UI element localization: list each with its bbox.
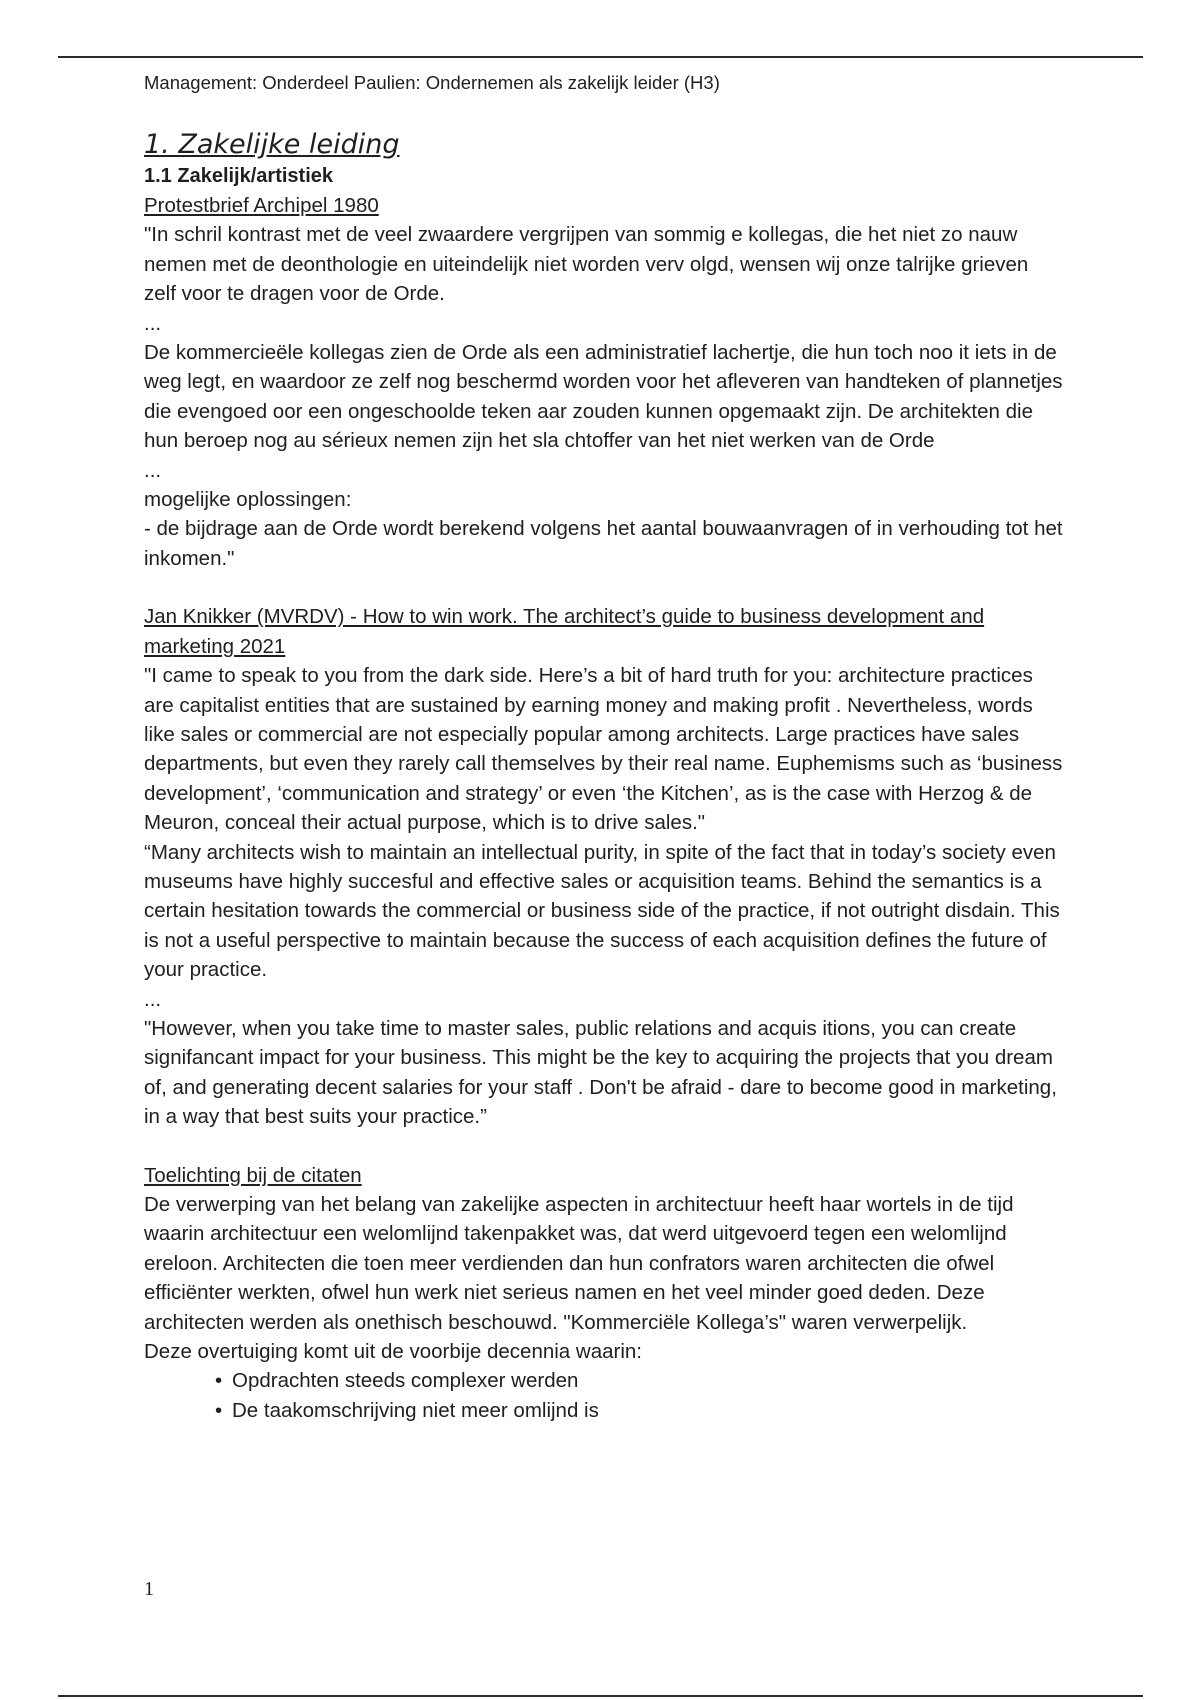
top-rule [58, 56, 1143, 58]
explanation-heading: Toelichting bij de citaten [144, 1163, 362, 1187]
explanation-paragraph-2: Deze overtuiging komt uit de voorbije decennia waarin: [144, 1340, 642, 1364]
quote1-paragraph-2: De kommercieële kollegas zien de Orde als een administratief lachertje, die hun toch noo it iets in de weg legt, en waardoor ze zelf nog beschermd worden voor het afleveren van handteken of plannetjes die evengoed oor een ongeschoolde teken aar zouden kunnen opgemaakt zijn. De architekten die hun beroep nog au sérieux nemen zijn het sla chtoffer van het niet werken van de Orde [144, 341, 1063, 453]
page-number: 1 [144, 1578, 154, 1600]
quote2-paragraph-2: “Many architects wish to maintain an intellectual purity, in spite of the fact that in today’s society even museums have highly succesful and effective sales or acquisition teams. Behind the semantics is a certain hesitation towards the commercial or business side of the practice, if not outright disdain. This is not a useful perspective to maintain because the success of each acquisition defines the future of your practice. [144, 840, 1060, 982]
quote1-paragraph-1: "In schril kontrast met de veel zwaardere vergrijpen van sommig e kollegas, die het niet zo nauw nemen met de deonthologie en uiteindelijk niet worden verv olgd, wensen wij onze talrijke grieven zelf voor te dragen voor de Orde. [144, 223, 1029, 306]
document-page [144, 70, 1064, 1425]
chapter-title: 1. Zakelijke leiding [144, 129, 400, 160]
explanation-paragraph-1: De verwerping van het belang van zakelijke aspecten in architectuur heeft haar wortels in de tijd waarin architectuur een welomlijnd takenpakket was, dat werd uitgevoerd tegen een welomlijnd ereloon. Architecten die toen meer verdienden dan hun confrators waren architecten die ofwel efficiënter werkten, ofwel hun werk niet serieus namen en het veel minder goed deden. Deze architecten werden als onethisch beschouwd. "Kommerciële Kollega’s" waren verwerpelijk. [144, 1193, 1014, 1334]
quote2-ellipsis: ... [144, 987, 162, 1011]
quote1-paragraph-3: mogelijke oplossingen: [144, 488, 352, 512]
quote1-ellipsis-2: ... [144, 458, 162, 482]
running-header: Management: Onderdeel Paulien: Ondernemen als zakelijk leider (H3) [144, 72, 720, 93]
list-item: • Opdrachten steeds complexer werden [215, 1366, 1064, 1395]
quote2-heading: Jan Knikker (MVRDV) - How to win work. The architect’s guide to business development and marketing 2021 [144, 605, 985, 658]
spacer [144, 1132, 1064, 1161]
list-item: • De taakomschrijving niet meer omlijnd is [215, 1396, 1064, 1425]
quote1-paragraph-4: - de bijdrage aan de Orde wordt berekend volgens het aantal bouwaanvragen of in verhouding tot het inkomen." [144, 517, 1063, 570]
quote1-heading: Protestbrief Archipel 1980 [144, 194, 379, 217]
quote2-paragraph-1: "I came to speak to you from the dark side. Here’s a bit of hard truth for you: architecture practices are capitalist entities that are sustained by earning money and making profit . Nevertheless, words like sales or commercial are not especially popular among architects. Large practices have sales departments, but even they rarely call themselves by their real name. Euphemisms such as ‘business development’, ‘communication and strategy’ or even ‘the Kitchen’, as is the case with Herzog & de Meuron, conceal their actual purpose, which is to drive sales." [144, 664, 1063, 835]
bullet-list [144, 1366, 1064, 1425]
spacer [144, 573, 1064, 602]
quote1-ellipsis-1: ... [144, 311, 162, 335]
bottom-rule [58, 1695, 1143, 1697]
quote2-paragraph-3: "However, when you take time to master sales, public relations and acquis itions, you can create signifancant impact for your business. This might be the key to acquiring the projects that you dream of, and generating decent salaries for your staff . Don't be afraid - dare to become good in marketing, in a way that best suits your practice.” [144, 1016, 1057, 1129]
section-heading: 1.1 Zakelijk/artistiek [144, 165, 334, 187]
